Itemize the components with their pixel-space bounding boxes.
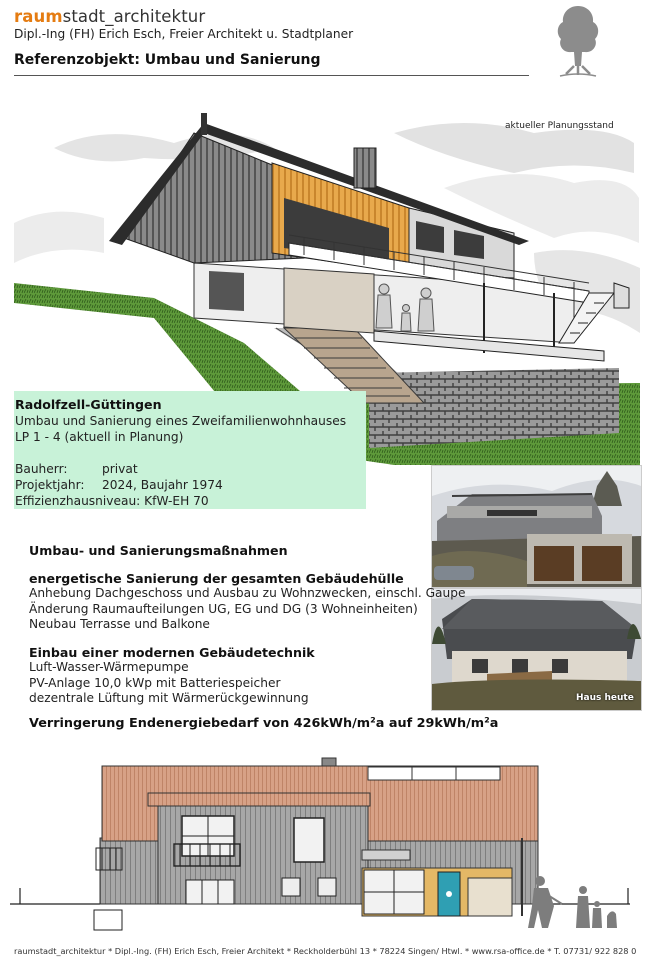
architect-line: Dipl.-Ing (FH) Erich Esch, Freier Architekt u. Stadtplaner [14, 27, 354, 41]
footer-contact: raumstadt_architektur * Dipl.-Ing. (FH) Erich Esch, Freier Architekt * Reckholderbühl 13 * 78224 Singen/ Htwl. * www.rsa-office.de * T. 07731/ 922 828 0 [14, 946, 637, 956]
project-info-box [14, 391, 366, 509]
tree-logo-icon [552, 2, 604, 78]
brand-accent: raum [14, 7, 63, 26]
existing-house-photo-front [431, 465, 642, 588]
year-row [15, 477, 366, 493]
project-phase: LP 1 - 4 (aktuell in Planung) [15, 430, 184, 444]
envelope-measures [29, 571, 465, 633]
page-title: Referenzobjekt: Umbau und Sanierung [14, 52, 321, 68]
efficiency-value: KfW-EH 70 [144, 494, 209, 508]
list-item: dezentrale Lüftung mit Wärmerückgewinnung [29, 691, 309, 706]
brand-rest: stadt_architektur [62, 7, 206, 26]
list-item: Neubau Terrasse und Balkone [29, 617, 210, 632]
efficiency-row [15, 493, 366, 509]
list-item: Änderung Raumaufteilungen UG, EG und DG (3 Wohneinheiten) [29, 601, 418, 616]
list-item: PV-Anlage 10,0 kWp mit Batteriespeicher [29, 675, 281, 690]
year-value: 2024, Baujahr 1974 [102, 478, 223, 492]
client-value: privat [102, 462, 138, 476]
efficiency-label: Effizienzhausniveau: [15, 494, 141, 508]
client-row [15, 461, 366, 477]
client-label: Bauherr: [15, 462, 68, 476]
technology-measures [29, 645, 315, 707]
list-item: Anhebung Dachgeschoss und Ausbau zu Wohnzwecken, einschl. Gaupe [29, 586, 466, 601]
brand-name [14, 7, 205, 26]
header-divider [14, 75, 529, 76]
project-location: Radolfzell-Güttingen [15, 397, 162, 412]
year-label: Projektjahr: [15, 478, 85, 492]
envelope-heading: energetische Sanierung der gesamten Gebäudehülle [29, 571, 404, 586]
planning-status-caption: aktueller Planungsstand [505, 121, 614, 131]
photo-label: Haus heute [576, 693, 634, 703]
measures-title: Umbau- und Sanierungsmaßnahmen [29, 543, 288, 558]
technology-heading: Einbau einer modernen Gebäudetechnik [29, 645, 315, 660]
elevation-drawing [10, 738, 640, 934]
list-item: Luft-Wasser-Wärmepumpe [29, 660, 189, 675]
project-description: Umbau und Sanierung eines Zweifamilienwohnhauses [15, 414, 347, 428]
energy-reduction-statement: Verringerung Endenergiebedarf von 426kWh/m²a auf 29kWh/m²a [29, 716, 499, 731]
